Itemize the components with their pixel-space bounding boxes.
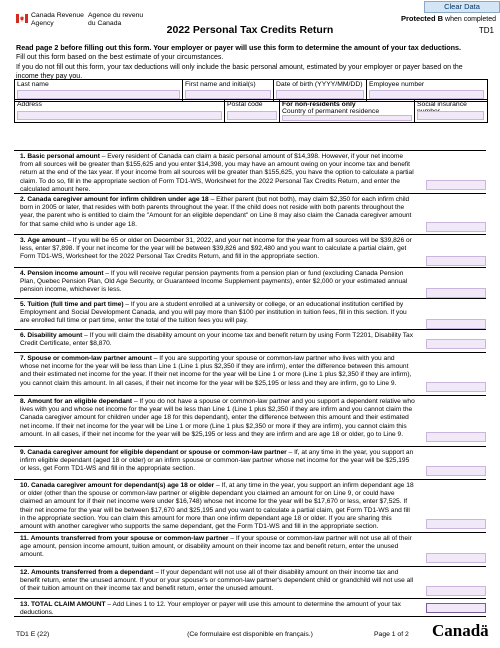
page-number: Page 1 of 2	[374, 631, 409, 638]
section-divider	[14, 329, 486, 330]
intro-estimate: Fill out this form based on the best estimate of your circumstances.	[16, 54, 224, 61]
dob-label: Date of birth (YYYY/MM/DD)	[274, 80, 367, 101]
section-divider	[14, 150, 486, 151]
dob-input[interactable]	[276, 90, 364, 99]
first-name-label: First name and initial(s)	[183, 80, 274, 101]
intro-default: If you do not fill out this form, your tax deductions will only include the basic personal amount, estimated by your employer or payer based on the income they pay you.	[16, 64, 463, 80]
intro-instruction: Read page 2 before filling out this form. Your employer or payer will use this form to determine the amount of your tax deductions.	[16, 43, 462, 52]
clear-data-button[interactable]: Clear Data	[424, 1, 500, 13]
section-divider	[14, 479, 486, 480]
first-name-input[interactable]	[185, 90, 271, 99]
section-6-text: 6. Disability amount – If you will claim the disability amount on your income tax and benefit return by using Form T2201, Disability Tax Credit Certificate, enter $8,870.	[20, 332, 414, 348]
section-divider	[14, 267, 486, 268]
section-1-text: 1. Basic personal amount – Every resident of Canada can claim a basic personal amount of $14,398. However, if your net income from all sources will be greater than $155,625 and you enter $14,398, you may have an amount owing on your income tax and benefit return at the end of the tax year. If your income from all sources will be greater than $155,625, you have the option to calculate a partial claim. To do so, fill in the appropriate section of Form TD1-WS, Worksheet for the 2022 Personal Tax Credits Return, and enter the calculated amount here.	[20, 153, 414, 193]
line-7-input[interactable]	[426, 382, 486, 392]
line-2-input[interactable]	[426, 222, 486, 232]
section-divider	[14, 446, 486, 447]
line-6-input[interactable]	[426, 339, 486, 349]
employee-number-label: Employee number	[369, 81, 425, 88]
line-11-input[interactable]	[426, 553, 486, 563]
line-8-input[interactable]	[426, 432, 486, 442]
form-identifier: TD1 E (22)	[16, 631, 50, 638]
canada-wordmark: Canadä	[432, 621, 489, 640]
country-input[interactable]	[282, 115, 412, 121]
agency-name-fr: Agence du revenu du Canada	[88, 12, 144, 27]
agency-name-en: Canada Revenue Agency	[31, 12, 84, 27]
protected-label: Protected B when completed	[400, 14, 496, 23]
section-4-text: 4. Pension income amount – If you will receive regular pension payments from a pension plan or fund (excluding Canada Pension Plan, Quebec Pension Plan, Old Age Security, or Guaranteed Income Supplement payments), enter $2,000 or your estimated annual pension income, whichever is less.	[20, 270, 408, 294]
non-resident-label: For non-residents only Country of permanent residence	[280, 100, 415, 122]
section-8-text: 8. Amount for an eligible dependant – If you do not have a spouse or common-law partner and you support a dependent relative who lives with you and whose net income for the year will be less than Line 1 (Line 1 plus $2,350 if they are infirm and you cannot claim the Canada caregiver amount for children under age 18 for this dependant), enter the difference between this amount and their estimated net income. If their net income for the year will be Line 1 or more (Line 1 plus $2,350 or more if they are infirm), you cannot claim this amount. In all cases, if their net income for the year will be $25,195 or less and they are infirm and are age 18 or older, go to Line 9.	[20, 398, 415, 438]
section-11-text: 11. Amounts transferred from your spouse or common-law partner – If your spouse or common-law partner will not use all of their age amount, pension income amount, tuition amount, or disability amount on their income tax and benefit return, enter the unused amount.	[20, 535, 412, 559]
section-divider	[14, 532, 486, 533]
last-name-input[interactable]	[17, 90, 180, 99]
section-divider	[14, 598, 486, 599]
line-5-input[interactable]	[426, 319, 486, 329]
section-divider	[14, 234, 486, 235]
line-13-total-input[interactable]	[426, 603, 486, 613]
section-divider	[14, 193, 486, 194]
last-name-label: Last name	[15, 80, 183, 101]
line-4-input[interactable]	[426, 288, 486, 298]
section-13-text: 13. TOTAL CLAIM AMOUNT – Add Lines 1 to 12. Your employer or payer will use this amount to determine the amount of your tax deductions.	[20, 601, 401, 617]
section-9-text: 9. Canada caregiver amount for eligible dependant or spouse or common-law partner – If, at any time in the year, you support an infirm eligible dependant (aged 18 or older) or an infirm spouse or common-law partner whose net income for the year will be $25,195 or less, get Form TD1-WS and fill in the appropriate section.	[20, 449, 414, 473]
section-3-text: 3. Age amount – If you will be 65 or older on December 31, 2022, and your net income for the year from all sources will be $39,826 or less, enter $7,898. If your net income for the year will be between $39,826 and $92,480 and you want to calculate a partial claim, get Form TD1-WS, Worksheet for the 2022 Personal Tax Credits Return, and fill in the appropriate section.	[20, 237, 412, 261]
line-12-input[interactable]	[426, 586, 486, 596]
section-10-text: 10. Canada caregiver amount for dependant(s) age 18 or older – If, at any time in the year, you support an infirm dependant age 18 or older (other than the spouse or common-law partner or eligible dependant you claimed an amount for on Line 9, or could have claimed an amount for if their net income were under $16,748) whose net income for the year will be $17,670 or less, enter $7,525. If their net income for the year will be between $17,670 and $25,195 and you want to calculate a partial claim, get Form TD1-WS and fill in the appropriate section. You can claim this amount for more than one infirm dependant age 18 or older. If you are sharing this amount with another caregiver who supports the same dependant, get the Form TD1-WS and fill in the appropriate section.	[20, 482, 414, 531]
french-availability: (Ce formulaire est disponible en français.)	[187, 631, 313, 638]
line-3-input[interactable]	[426, 256, 486, 266]
form-title: 2022 Personal Tax Credits Return	[166, 24, 334, 36]
section-7-text: 7. Spouse or common-law partner amount – If you are supporting your spouse or common-law partner who lives with you and whose net income for the year will be less than Line 1 (Line 1 plus $2,350 if they are infirm), enter the difference between this amount and their estimated net income for the year. If their net income for the year will be Line 1 or more (Line 1 plus $2,350 if they are infirm), you cannot claim this amount. In all cases, if their net income for the year will be $25,195 or less and they are infirm, go to Line 9.	[20, 355, 412, 387]
line-10-input[interactable]	[426, 519, 486, 529]
section-divider	[14, 616, 486, 617]
form-code: TD1	[478, 26, 494, 35]
line-1-input[interactable]	[426, 180, 486, 190]
section-divider	[14, 352, 486, 353]
sin-label: Social insurance	[417, 101, 467, 108]
postal-code-label: Postal code	[225, 100, 280, 122]
address-label: Address	[15, 100, 225, 122]
section-12-text: 12. Amounts transferred from a dependant – If your dependant will not use all of their disability amount on their income tax and benefit return, enter the unused amount. If your or your spouse's or common-law partner's dependent child or grandchild will not use all of their tuition amount on their income tax and benefit return, enter the unused amount.	[20, 569, 414, 593]
postal-code-input[interactable]	[227, 111, 277, 120]
identification-row-2	[14, 99, 488, 123]
sin-input[interactable]	[417, 111, 484, 120]
section-divider	[14, 395, 486, 396]
line-9-input[interactable]	[426, 466, 486, 476]
section-divider	[14, 566, 486, 567]
employee-number-input[interactable]	[369, 90, 484, 99]
section-5-text: 5. Tuition (full time and part time) – If you are a student enrolled at a university or college, or an educational institution certified by Employment and Social Development Canada, and you will pay more than $100 per institution in tuition fees, fill in this section. If you are enrolled full time or part time, enter the total of the tuition fees you will pay.	[20, 301, 407, 325]
section-divider	[14, 298, 486, 299]
canada-flag-icon	[16, 14, 28, 23]
section-2-text: 2. Canada caregiver amount for infirm children under age 18 – Either parent (but not both), may claim $2,350 for each infirm child born in 2005 or later, that resides with both parents throughout the year. If the child does not reside with both parents throughout the year, the parent who is entitled to claim the "Amount for an eligible dependant" on Line 8 may also claim the Canada caregiver amount for that same child who is under age 18.	[20, 196, 412, 228]
address-input[interactable]	[17, 111, 222, 120]
